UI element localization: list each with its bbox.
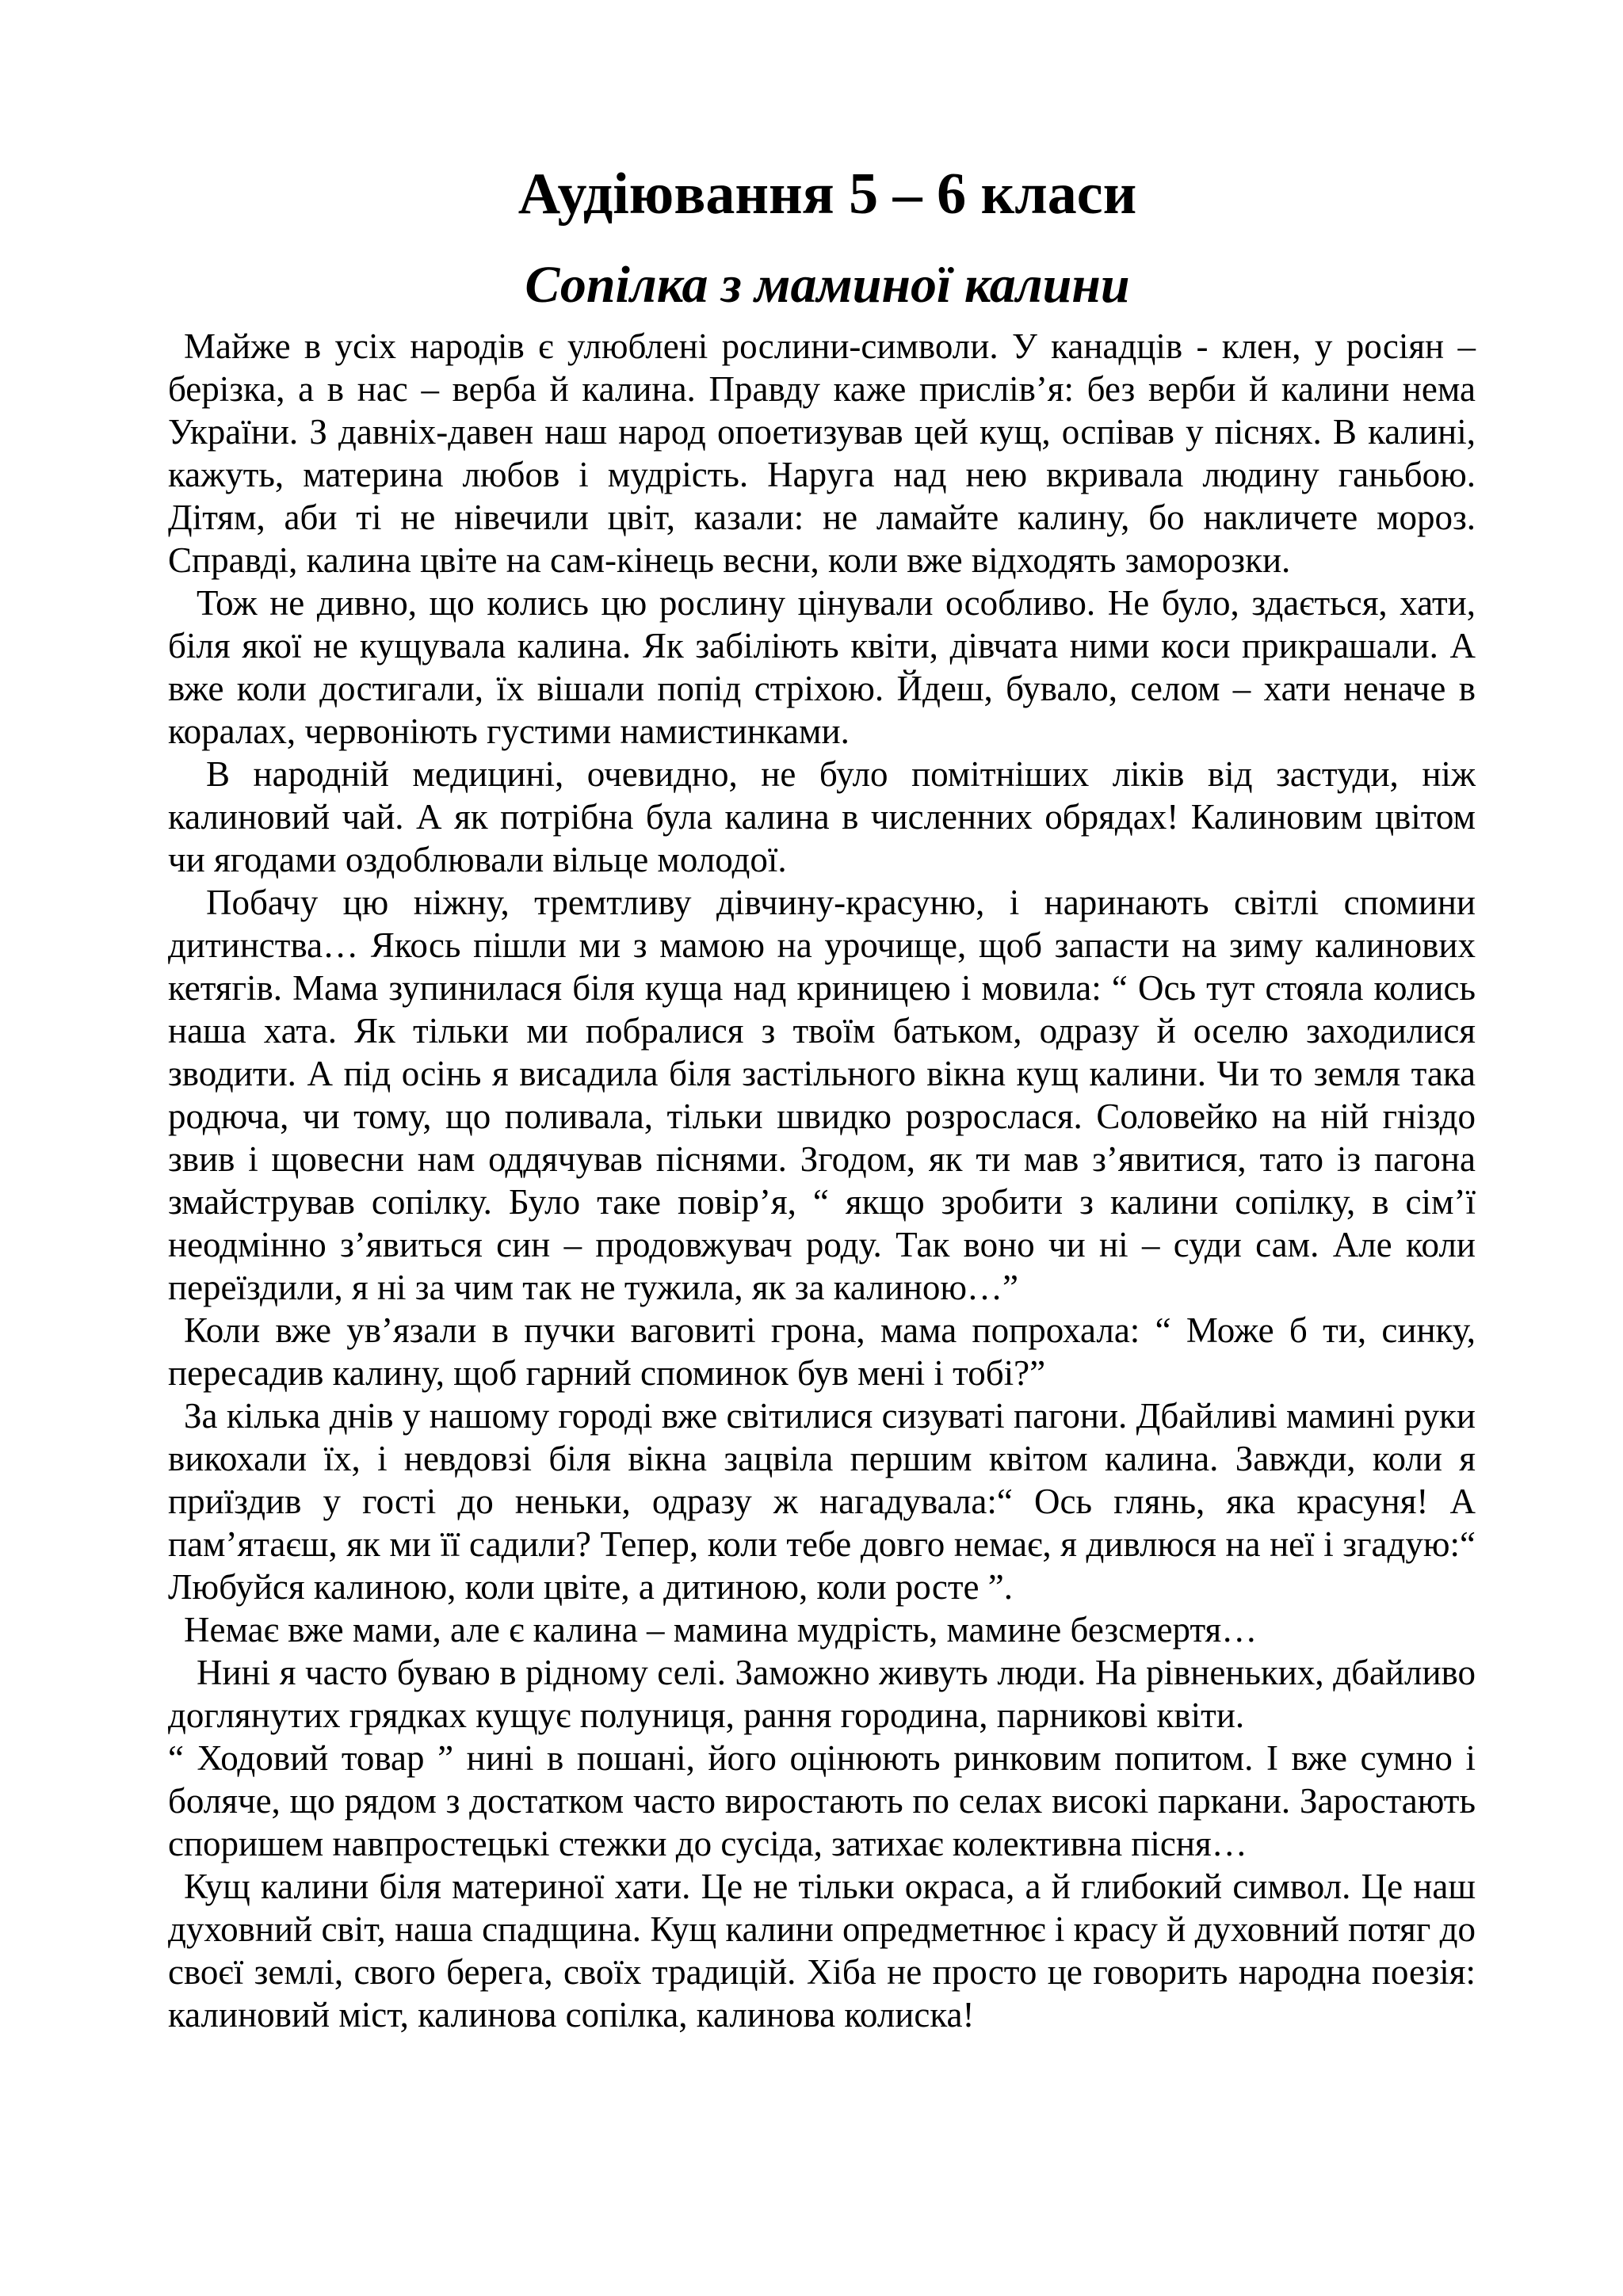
paragraph-7: Немає вже мами, але є калина – мамина мудрість, мамине безсмертя… (184, 1610, 1258, 1650)
paragraph-2: Тож не дивно, що колись цю рослину цінували особливо. Не було, здається, хати, біля якої не кущувала калина. Як забіліють квіти, дівчата ними коси прикрашали. А вже коли достигали, їх вішали попід стріхою. Йдеш, бувало, селом – хати неначе в коралах, червоніють густими намистинками. (168, 583, 1476, 751)
paragraph-4: Побачу цю ніжну, тремтливу дівчину-красуню, і наринають світлі спомини дитинства… Якось пішли ми з мамою на урочище, щоб запасти на зиму калинових кетягів. Мама зупинилася біля куща над криницею і мовила: “ Ось тут стояла колись наша хата. Як тільки ми побралися з твоїм батьком, одразу й оселю заходилися зводити. А під осінь я висадила біля застільного вікна кущ калини. Чи то земля така родюча, чи тому, що поливала, тільки швидко розрослася. Соловейко на ній гніздо звив і щовесни нам оддячував піснями. Згодом, як ти мав з’явитися, тато із пагона змайстрував сопілку. Було таке повір’я, “ якщо зробити з калини сопілку, в сім’ї неодмінно з’явиться син – продовжувач роду. Так воно чи ні – суди сам. Але коли переїздили, я ні за чим так не тужила, як за калиною…” (168, 883, 1476, 1307)
paragraph-1: Майже в усіх народів є улюблені рослини-символи. У канадців - клен, у росіян – берізка, а в нас – верба й калина. Правду каже прислів’я: без верби й калини нема України. З давніх-давен наш народ опоетизував цей кущ, оспівав у піснях. В калині, кажуть, материна любов і мудрість. Наруга над нею вкривала людину ганьбою. Дітям, аби ті не нівечили цвіт, казали: не ламайте калину, бо накличете мороз. Справді, калина цвіте на сам-кінець весни, коли вже відходять заморозки. (168, 326, 1476, 580)
paragraph-9: “ Ходовий товар ” нині в пошані, його оцінюють ринковим попитом. І вже сумно і боляче, що рядом з достатком часто виростають по селах високі паркани. Заростають споришем навпростецькі стежки до сусіда, затихає колективна пісня… (168, 1738, 1476, 1863)
page-title: Аудіювання 5 – 6 класи (517, 162, 1137, 227)
story-title: Сопілка з маминої калини (525, 256, 1130, 314)
paragraph-8: Нині я часто буваю в рідному селі. Заможно живуть люди. На рівненьких, дбайливо доглянутих грядках кущує полуниця, рання городина, парникові квіти. (168, 1653, 1476, 1735)
paragraph-6: За кілька днів у нашому городі вже світилися сизуваті пагони. Дбайливі мамині руки викохали їх, і невдовзі біля вікна зацвіла першим квітом калина. Завжди, коли я приїздив у гості до неньки, одразу ж нагадувала:“ Ось глянь, яка красуня! А пам’ятаєш, як ми її садили? Тепер, коли тебе довго немає, я дивлюся на неї і згадую:“ Любуйся калиною, коли цвіте, а дитиною, коли росте ”. (168, 1396, 1476, 1607)
paragraph-10: Кущ калини біля материної хати. Це не тільки окраса, а й глибокий символ. Це наш духовний світ, наша спадщина. Кущ калини опредметнює і красу й духовний потяг до своєї землі, свого берега, своїх традицій. Хіба не просто це говорить народна поезія: калиновий міст, калинова сопілка, калинова колиска! (168, 1867, 1476, 2035)
paragraph-5: Коли вже ув’язали в пучки ваговиті грона, мама попрохала: “ Може б ти, синку, пересадив калину, щоб гарний споминок був мені і тобі?” (168, 1310, 1476, 1393)
paragraph-3: В народній медицині, очевидно, не було помітніших ліків від застуди, ніж калиновий чай. А як потрібна була калина в численних обрядах! Калиновим цвітом чи ягодами оздоблювали вільце молодої. (168, 754, 1476, 879)
document-page (168, 151, 1476, 2036)
